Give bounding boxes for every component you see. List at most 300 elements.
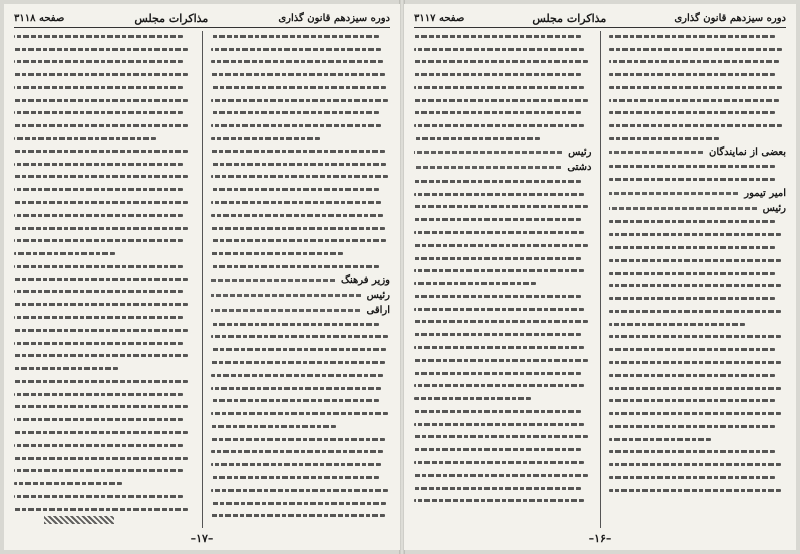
text-line-ink: [211, 348, 387, 351]
text-line: [14, 197, 194, 208]
text-line-ink: [609, 60, 779, 63]
text-line: [609, 44, 787, 55]
speaker-name: رئیس: [568, 147, 592, 159]
text-line: [414, 31, 592, 42]
text-line: [414, 214, 592, 225]
text-line: [414, 381, 592, 392]
text-line: [414, 278, 592, 289]
text-line-ink: [211, 387, 382, 390]
text-line-ink: [609, 233, 781, 236]
column-right: [609, 31, 787, 528]
speaker-label: [211, 304, 391, 317]
speaker-name: رئیس: [762, 202, 786, 214]
text-line: [14, 108, 194, 119]
text-line: [14, 146, 194, 157]
text-line: [609, 485, 787, 496]
text-line-ink: [414, 435, 588, 438]
text-line-ink: [414, 193, 584, 196]
text-line: [609, 255, 787, 266]
text-line: [609, 95, 787, 106]
text-line-ink: [414, 320, 588, 323]
text-line-ink: [211, 175, 389, 178]
text-line-ink: [211, 188, 380, 191]
text-line-ink: [14, 457, 188, 460]
text-line: [414, 266, 592, 277]
text-line: [211, 197, 391, 208]
text-line-ink: [14, 124, 188, 127]
text-line-ink: [14, 393, 183, 396]
text-line-ink: [609, 438, 712, 441]
text-line-ink: [14, 469, 183, 472]
speaker-label: [609, 187, 787, 200]
text-line: [609, 268, 787, 279]
text-line-ink: [14, 150, 188, 153]
text-line: [14, 31, 194, 42]
text-line-ink: [14, 303, 188, 306]
text-line: [609, 120, 787, 131]
text-line: [14, 248, 194, 259]
text-line-ink: [14, 380, 188, 383]
text-line-ink: [14, 444, 183, 447]
page-number: –۱۶–: [588, 532, 612, 545]
text-line-ink: [609, 178, 776, 181]
text-line-ink: [414, 474, 588, 477]
text-line-ink: [14, 482, 122, 485]
text-line: [211, 370, 391, 381]
text-line: [14, 184, 194, 195]
text-line: [14, 274, 194, 285]
text-line-ink: [211, 124, 382, 127]
text-line: [414, 240, 592, 251]
text-line: [211, 383, 391, 394]
text-line-ink: [609, 450, 776, 453]
text-line-ink: [211, 323, 380, 326]
speaker-name: وزیر فرهنگ: [341, 274, 390, 286]
text-line: [414, 483, 592, 494]
speaker-label: [211, 274, 391, 287]
text-line: [609, 344, 787, 355]
text-line-ink: [609, 425, 776, 428]
text-line: [211, 408, 391, 419]
text-line-ink: [609, 137, 719, 140]
text-line: [414, 329, 592, 340]
page-header: [14, 10, 390, 26]
text-line-ink: [211, 374, 383, 377]
text-line: [211, 57, 391, 68]
text-line-ink: [609, 48, 783, 51]
text-line: [211, 120, 391, 131]
text-line: [211, 184, 391, 195]
term-title: دوره سیزدهم قانون گذاری: [278, 12, 390, 24]
text-line: [414, 253, 592, 264]
text-line-ink: [211, 252, 344, 255]
speaker-line-ink: [211, 309, 361, 312]
text-line: [211, 434, 391, 445]
column-divider: [202, 31, 203, 528]
text-line-ink: [14, 175, 188, 178]
text-line: [414, 393, 592, 404]
header-rule: [414, 27, 786, 28]
text-line-ink: [211, 201, 382, 204]
text-line-ink: [609, 35, 776, 38]
text-line: [609, 434, 787, 445]
text-line: [414, 291, 592, 302]
text-line: [414, 496, 592, 507]
text-line-ink: [14, 418, 183, 421]
speaker-name: اراقی: [366, 304, 390, 316]
text-line: [211, 108, 391, 119]
text-line-ink: [14, 35, 183, 38]
text-line: [414, 202, 592, 213]
text-line-ink: [609, 374, 776, 377]
text-line-ink: [211, 425, 337, 428]
text-line: [609, 57, 787, 68]
text-line-ink: [211, 35, 380, 38]
text-line: [14, 57, 194, 68]
text-line: [211, 248, 391, 259]
text-line: [609, 293, 787, 304]
text-line-ink: [14, 73, 188, 76]
text-line: [414, 227, 592, 238]
text-line: [14, 491, 194, 502]
text-line-ink: [14, 278, 188, 281]
text-line: [14, 236, 194, 247]
text-line: [609, 383, 787, 394]
text-line: [14, 287, 194, 298]
text-line: [414, 317, 592, 328]
text-line-ink: [211, 463, 382, 466]
text-line: [14, 402, 194, 413]
text-line-ink: [414, 308, 584, 311]
text-line: [414, 57, 592, 68]
text-line-ink: [211, 48, 382, 51]
text-line: [414, 355, 592, 366]
text-line-ink: [211, 450, 383, 453]
text-line: [609, 82, 787, 93]
text-line: [609, 242, 787, 253]
text-line: [14, 325, 194, 336]
text-line: [414, 82, 592, 93]
speaker-line-ink: [211, 294, 361, 297]
text-line-ink: [609, 476, 776, 479]
text-line: [14, 466, 194, 477]
text-line-ink: [414, 231, 584, 234]
column-left: [14, 31, 194, 528]
text-line-ink: [414, 86, 584, 89]
text-line: [414, 432, 592, 443]
text-line-ink: [211, 111, 380, 114]
page-left: [4, 4, 400, 550]
text-line-ink: [211, 150, 385, 153]
text-line: [14, 427, 194, 438]
speaker-line-ink: [414, 151, 562, 154]
text-line-ink: [414, 423, 584, 426]
text-line-ink: [14, 342, 183, 345]
text-line-ink: [14, 86, 183, 89]
speaker-name: بعضی از نمایندگان: [709, 147, 786, 159]
text-line: [211, 236, 391, 247]
text-line-ink: [414, 99, 588, 102]
text-line: [414, 44, 592, 55]
text-line: [14, 69, 194, 80]
text-line-ink: [14, 214, 183, 217]
text-line: [211, 396, 391, 407]
text-line: [414, 419, 592, 430]
text-line-ink: [14, 239, 183, 242]
text-line: [211, 447, 391, 458]
text-line-ink: [14, 290, 183, 293]
text-line-ink: [414, 35, 581, 38]
text-line: [14, 376, 194, 387]
text-line: [211, 344, 391, 355]
text-line-ink: [609, 246, 776, 249]
text-line-ink: [609, 361, 781, 364]
text-line-ink: [414, 137, 540, 140]
text-line-ink: [14, 163, 183, 166]
text-line: [414, 368, 592, 379]
text-line-ink: [609, 99, 779, 102]
text-line: [609, 306, 787, 317]
text-line: [414, 444, 592, 455]
text-line-ink: [14, 354, 188, 357]
text-line-ink: [211, 99, 389, 102]
text-line: [609, 447, 787, 458]
text-line: [414, 189, 592, 200]
text-line: [609, 174, 787, 185]
text-line-ink: [211, 399, 380, 402]
text-line: [211, 146, 391, 157]
text-line-ink: [414, 384, 584, 387]
text-line: [414, 342, 592, 353]
text-line: [414, 406, 592, 417]
text-line-ink: [414, 499, 584, 502]
text-line-ink: [211, 214, 383, 217]
text-line-ink: [414, 282, 536, 285]
text-line: [211, 357, 391, 368]
text-line-ink: [14, 316, 183, 319]
page-label: صفحه ۳۱۱۸: [14, 12, 65, 24]
text-line-ink: [14, 48, 188, 51]
session-title: مذاکرات مجلس: [532, 11, 607, 25]
text-line-ink: [609, 111, 776, 114]
text-line-ink: [609, 220, 776, 223]
text-line: [14, 95, 194, 106]
text-line: [14, 440, 194, 451]
text-line-ink: [14, 431, 188, 434]
text-line: [609, 370, 787, 381]
text-line-ink: [609, 259, 781, 262]
text-line-ink: [414, 60, 588, 63]
text-line-ink: [414, 487, 581, 490]
text-line-ink: [414, 124, 584, 127]
text-line-ink: [14, 329, 188, 332]
text-line-ink: [211, 60, 383, 63]
text-line-ink: [609, 284, 781, 287]
text-line-ink: [14, 201, 188, 204]
text-line-ink: [414, 269, 584, 272]
text-line-ink: [414, 180, 581, 183]
text-line-ink: [609, 73, 776, 76]
text-line-ink: [14, 508, 188, 511]
text-line-ink: [14, 188, 183, 191]
speaker-name: رئیس: [366, 289, 390, 301]
text-line: [211, 31, 391, 42]
speaker-name: امیر تیمور: [744, 187, 786, 199]
text-line: [14, 351, 194, 362]
text-line: [609, 408, 787, 419]
text-line: [211, 485, 391, 496]
text-line: [14, 223, 194, 234]
text-line: [414, 457, 592, 468]
text-line-ink: [414, 111, 581, 114]
text-line: [211, 319, 391, 330]
text-line: [414, 120, 592, 131]
text-columns: [414, 31, 786, 528]
text-line-ink: [414, 48, 584, 51]
text-line: [211, 95, 391, 106]
text-line-ink: [609, 323, 746, 326]
text-line-ink: [14, 405, 188, 408]
text-line-ink: [414, 244, 588, 247]
text-line: [609, 69, 787, 80]
text-line-ink: [14, 111, 183, 114]
text-line-ink: [414, 205, 588, 208]
text-line: [414, 95, 592, 106]
text-line: [211, 261, 391, 272]
text-line-ink: [414, 448, 581, 451]
text-line-ink: [211, 265, 380, 268]
text-line-ink: [414, 295, 581, 298]
text-line-ink: [211, 489, 389, 492]
text-line: [609, 31, 787, 42]
text-line-ink: [609, 348, 776, 351]
speaker-line-ink: [211, 279, 336, 282]
text-line: [609, 472, 787, 483]
page-header: [414, 10, 786, 26]
speaker-label: [609, 146, 787, 159]
speaker-line-ink: [609, 151, 704, 154]
text-line: [211, 159, 391, 170]
page-label: صفحه ۳۱۱۷: [414, 12, 465, 24]
text-line: [609, 421, 787, 432]
text-line: [211, 472, 391, 483]
speaker-label: [609, 202, 787, 215]
text-line-ink: [211, 502, 387, 505]
text-line-ink: [609, 124, 783, 127]
text-line: [14, 338, 194, 349]
text-line-ink: [211, 73, 385, 76]
speaker-label: [414, 146, 592, 159]
column-right: [211, 31, 391, 528]
text-line: [211, 332, 391, 343]
text-line-ink: [211, 137, 320, 140]
text-line: [14, 363, 194, 374]
text-line-ink: [609, 387, 781, 390]
header-rule: [14, 27, 390, 28]
text-line: [414, 176, 592, 187]
page-right: [404, 4, 796, 550]
text-line-ink: [211, 335, 389, 338]
text-line-ink: [609, 399, 776, 402]
text-line: [14, 414, 194, 425]
text-line: [14, 299, 194, 310]
session-title: مذاکرات مجلس: [134, 11, 209, 25]
text-line: [211, 82, 391, 93]
text-line: [414, 108, 592, 119]
text-columns: [14, 31, 390, 528]
speaker-label: [414, 161, 592, 174]
text-line: [14, 82, 194, 93]
text-line-ink: [211, 86, 387, 89]
text-line-ink: [414, 73, 581, 76]
text-line-ink: [609, 297, 776, 300]
text-line-ink: [414, 346, 584, 349]
text-line: [14, 159, 194, 170]
text-line-ink: [414, 333, 581, 336]
text-line: [414, 304, 592, 315]
text-line-ink: [14, 60, 183, 63]
term-title: دوره سیزدهم قانون گذاری: [674, 12, 786, 24]
text-line-ink: [414, 397, 531, 400]
speaker-line-ink: [609, 192, 739, 195]
text-line: [609, 217, 787, 228]
text-line: [609, 319, 787, 330]
speaker-name: دشتی: [567, 162, 592, 174]
text-line: [211, 223, 391, 234]
text-line: [211, 133, 391, 144]
text-line: [14, 210, 194, 221]
text-line: [211, 498, 391, 509]
text-line: [609, 281, 787, 292]
text-line-ink: [14, 367, 118, 370]
text-line: [211, 421, 391, 432]
text-line: [414, 133, 592, 144]
text-line: [14, 261, 194, 272]
text-line-ink: [14, 265, 183, 268]
text-line-ink: [414, 372, 581, 375]
text-line-ink: [14, 495, 183, 498]
text-line: [14, 312, 194, 323]
text-line-ink: [211, 361, 385, 364]
strikethrough-mark: [44, 516, 114, 524]
text-line: [14, 133, 194, 144]
text-line-ink: [211, 514, 385, 517]
text-line: [14, 172, 194, 183]
text-line: [211, 44, 391, 55]
text-line-ink: [414, 461, 584, 464]
text-line-ink: [14, 99, 188, 102]
text-line-ink: [414, 257, 581, 260]
text-line: [609, 357, 787, 368]
text-line-ink: [211, 163, 387, 166]
text-line: [211, 459, 391, 470]
text-line: [414, 69, 592, 80]
column-divider: [600, 31, 601, 528]
text-line-ink: [211, 239, 387, 242]
text-line: [609, 161, 787, 172]
text-line: [211, 172, 391, 183]
text-line-ink: [609, 310, 781, 313]
page-number: –۱۷–: [190, 532, 214, 545]
column-left: [414, 31, 592, 528]
text-line-ink: [211, 227, 385, 230]
text-line: [14, 504, 194, 515]
text-line-ink: [14, 252, 115, 255]
text-line: [211, 69, 391, 80]
text-line-ink: [414, 218, 581, 221]
speaker-line-ink: [609, 207, 757, 210]
text-line: [609, 332, 787, 343]
